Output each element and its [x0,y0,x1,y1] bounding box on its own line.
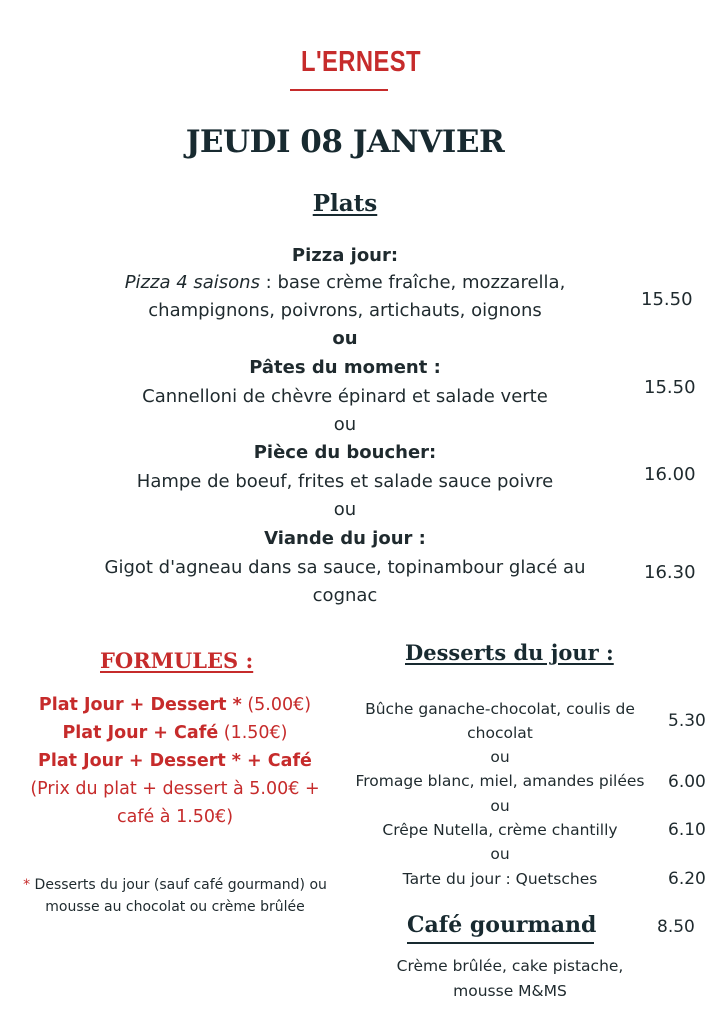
menu-date: JEUDI 08 JANVIER [185,124,505,160]
desserts-heading: Desserts du jour : [405,640,614,665]
plats-heading: Plats [312,190,378,217]
formules-footnote-line-1: * Desserts du jour (sauf café gourmand) ou [23,877,327,893]
viande-description-line-1: Gigot d'agneau dans sa sauce, topinambour glacé au [104,557,586,578]
dessert-2-price: 6.00 [668,772,706,792]
cafe-gourmand-underline [407,942,594,944]
formules-heading: FORMULES : [100,648,254,673]
logo-underline [290,89,388,91]
or-separator: ou [490,845,510,863]
pizza-price: 15.50 [641,289,693,310]
formule-2: Plat Jour + Café (1.50€) [62,723,288,743]
boucher-title: Pièce du boucher: [253,442,437,463]
cafe-gourmand-price: 8.50 [657,917,695,937]
dessert-4: Tarte du jour : Quetsches [402,870,598,888]
dessert-1-price: 5.30 [668,711,706,731]
restaurant-logo: L'ERNEST [301,46,421,78]
or-separator: ou [333,499,357,520]
dessert-3-price: 6.10 [668,820,706,840]
formule-3-detail-line-2: café à 1.50€) [116,807,234,827]
pizza-name: Pizza 4 saisons [124,272,260,293]
asterisk: * [23,877,31,893]
cafe-gourmand-line-1: Crème brûlée, cake pistache, [396,957,624,975]
formule-3: Plat Jour + Dessert * + Café [38,751,312,771]
cafe-gourmand-heading: Café gourmand [407,912,597,938]
or-separator: ou [333,414,357,435]
pizza-description-line-2: champignons, poivrons, artichauts, oignons [148,300,542,321]
formule-3-detail-line-1: (Prix du plat + dessert à 5.00€ + [30,779,320,799]
viande-price: 16.30 [644,562,696,583]
pizza-description-line-1: Pizza 4 saisons : base crème fraîche, mozzarella, [124,272,566,293]
cafe-gourmand-line-2: mousse M&MS [453,982,567,1000]
pates-title: Pâtes du moment : [249,357,441,378]
dessert-4-price: 6.20 [668,869,706,889]
formule-1: Plat Jour + Dessert * (5.00€) [38,695,312,715]
dessert-3: Crêpe Nutella, crème chantilly [382,821,618,839]
dessert-1-line-2: chocolat [467,724,533,742]
pizza-title: Pizza jour: [291,245,399,266]
viande-description-line-2: cognac [312,585,378,606]
or-separator: ou [490,797,510,815]
viande-title: Viande du jour : [264,528,426,549]
formules-footnote-line-2: mousse au chocolat ou crème brûlée [45,899,305,915]
or-separator: ou [490,748,510,766]
boucher-price: 16.00 [644,464,696,485]
boucher-description: Hampe de boeuf, frites et salade sauce poivre [136,471,554,492]
pates-price: 15.50 [644,377,696,398]
dessert-2: Fromage blanc, miel, amandes pilées [355,772,645,790]
pates-description: Cannelloni de chèvre épinard et salade verte [142,386,548,407]
dessert-1-line-1: Bûche ganache-chocolat, coulis de [365,700,635,718]
or-separator: ou [332,328,358,349]
